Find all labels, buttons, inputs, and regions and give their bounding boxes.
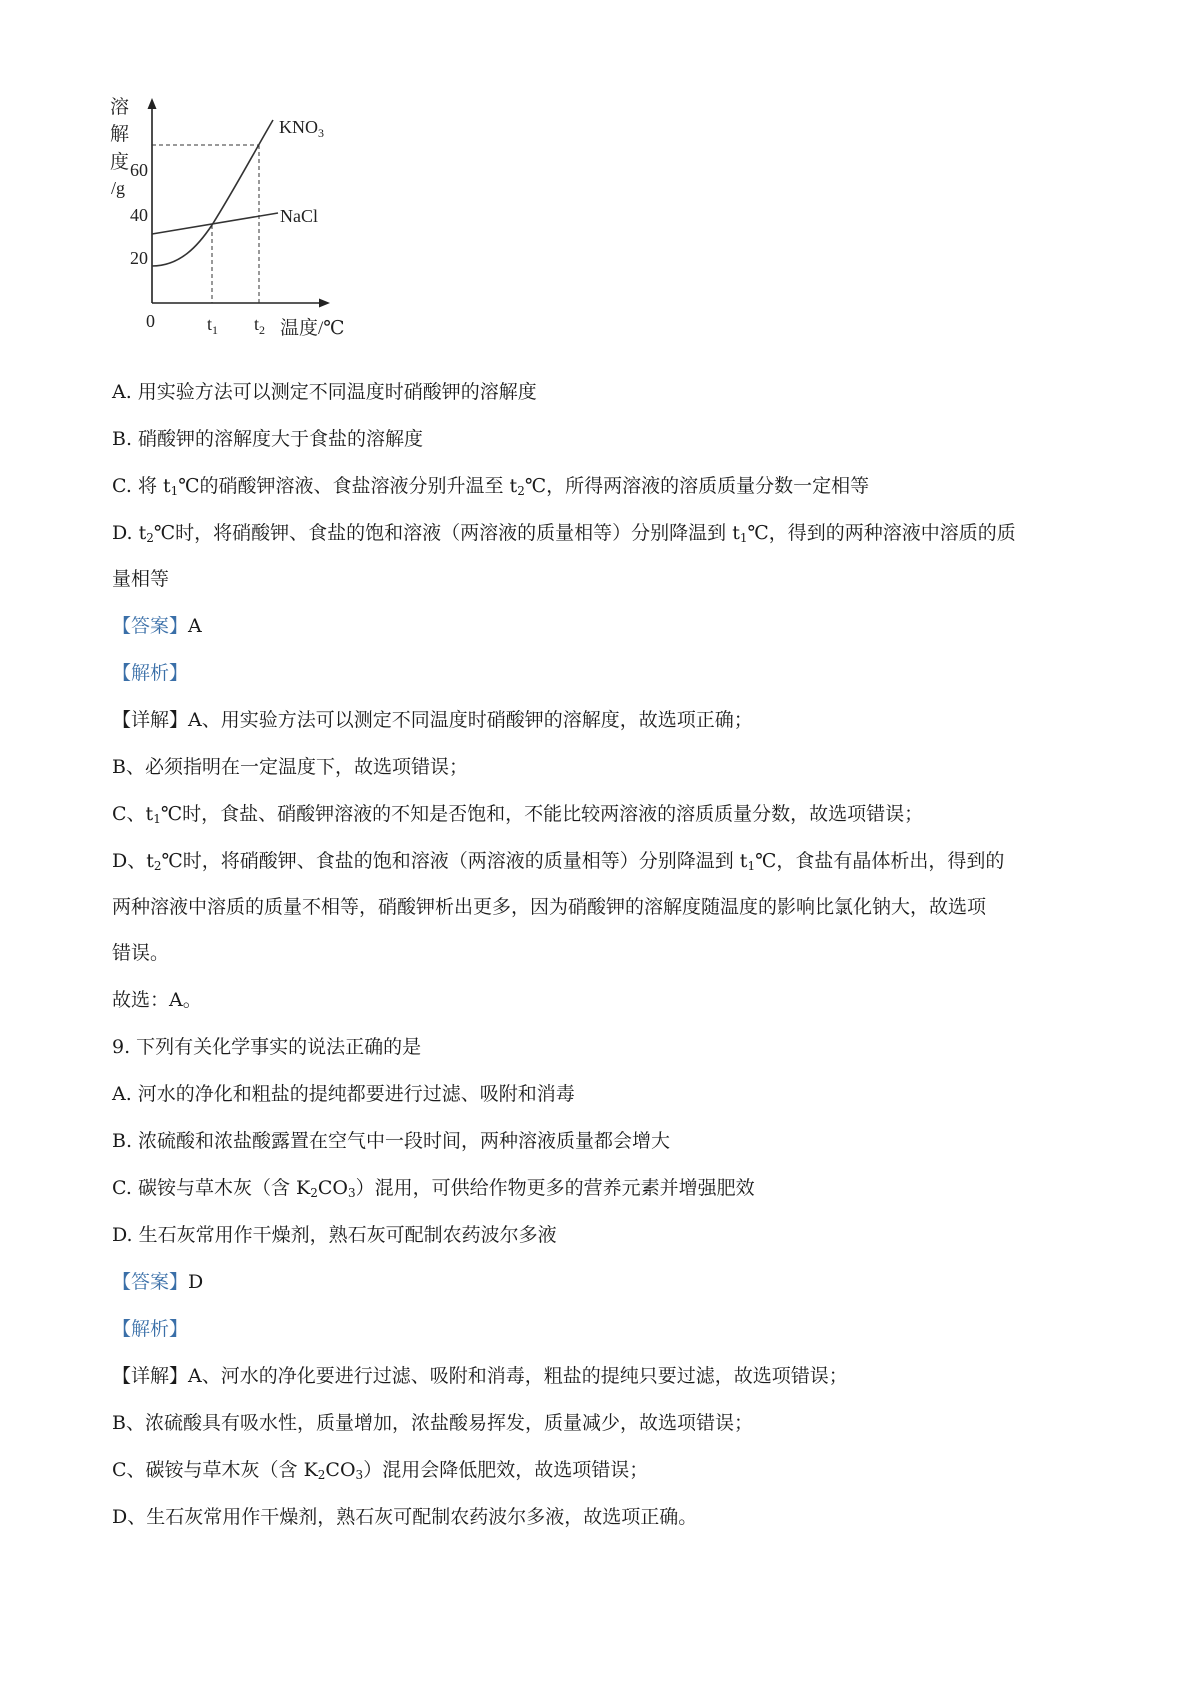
y-tick-40: 40	[130, 205, 148, 225]
y-label-char-3: 度	[110, 152, 130, 173]
kno3-label: $KNO_3$	[279, 117, 324, 140]
kno3-curve	[152, 120, 273, 266]
q8-choose: 故选：A。	[112, 989, 202, 1011]
y-axis-arrow	[148, 98, 157, 109]
q8-detail-a: 【详解】A、用实验方法可以测定不同温度时硝酸钾的溶解度，故选项正确；	[112, 709, 753, 731]
q8-detail-d: D、$t_2℃$时，将硝酸钾、食盐的饱和溶液（两溶液的质量相等）分别降温到 $t_1℃$，食盐有晶体析出，得到的	[112, 850, 1005, 873]
answer-tag: 【答案】	[112, 615, 189, 637]
y-label-char-1: 溶	[110, 97, 130, 118]
x-tick-t2: $t_2$	[254, 314, 266, 337]
q8-option-d: D. $t_2℃$时，将硝酸钾、食盐的饱和溶液（两溶液的质量相等）分别降温到 $t_1℃$，得到的两种溶液中溶质的质	[112, 522, 1016, 545]
q8-option-d-continued: 量相等	[112, 568, 170, 590]
document-content	[112, 378, 1102, 1531]
q8-detail-c: C、$t_1℃$时，食盐、硝酸钾溶液的不知是否饱和，不能比较两溶液的溶质质量分数，故选项错误；	[112, 803, 924, 826]
q9-stem: 9. 下列有关化学事实的说法正确的是	[112, 1036, 422, 1058]
solubility-curve-svg	[108, 94, 388, 374]
q9-analysis-heading: 【解析】	[112, 1318, 189, 1340]
q9-detail-b: B、浓硫酸具有吸水性，质量增加，浓盐酸易挥发，质量减少，故选项错误；	[112, 1412, 753, 1434]
q9-option-c: C. 碳铵与草木灰（含 $K_2CO_3$）混用，可供给作物更多的营养元素并增强肥效	[112, 1177, 755, 1200]
solubility-curve-figure	[108, 94, 388, 374]
y-tick-20: 20	[130, 248, 148, 268]
x-axis-label: 温度/℃	[280, 318, 345, 339]
q8-detail-b: B、必须指明在一定温度下，故选项错误；	[112, 756, 468, 778]
q8-answer	[112, 612, 1102, 640]
q9-detail-d: D、生石灰常用作干燥剂，熟石灰可配制农药波尔多液，故选项正确。	[112, 1506, 698, 1528]
q8-analysis-heading: 【解析】	[112, 662, 189, 684]
nacl-label: NaCl	[280, 206, 318, 226]
q9-detail-a: 【详解】A、河水的净化要进行过滤、吸附和消毒，粗盐的提纯只要过滤，故选项错误；	[112, 1365, 848, 1387]
answer-value: A	[188, 615, 202, 637]
q9-option-b: B. 浓硫酸和浓盐酸露置在空气中一段时间，两种溶液质量都会增大	[112, 1130, 671, 1152]
q8-option-b: B. 硝酸钾的溶解度大于食盐的溶解度	[112, 428, 424, 450]
q8-option-a: A. 用实验方法可以测定不同温度时硝酸钾的溶解度	[112, 381, 537, 403]
q9-option-a: A. 河水的净化和粗盐的提纯都要进行过滤、吸附和消毒	[112, 1083, 575, 1105]
answer-tag: 【答案】	[112, 1271, 189, 1293]
x-axis-arrow	[319, 299, 330, 308]
q8-detail-d-line-3: 错误。	[112, 942, 170, 964]
y-unit: /g	[111, 178, 126, 198]
x-tick-t1: $t_1$	[207, 314, 219, 337]
q9-option-d: D. 生石灰常用作干燥剂，熟石灰可配制农药波尔多液	[112, 1224, 557, 1246]
answer-value: D	[188, 1271, 204, 1293]
y-label-char-2: 解	[110, 124, 130, 145]
q8-detail-d-line-2: 两种溶液中溶质的质量不相等，硝酸钾析出更多，因为硝酸钾的溶解度随温度的影响比氯化钠大，故选项	[112, 896, 987, 918]
q8-option-c: C. 将 $t_1℃$的硝酸钾溶液、食盐溶液分别升温至 $t_2℃$，所得两溶液的溶质质量分数一定相等	[112, 475, 870, 498]
x-origin-label: 0	[146, 311, 155, 331]
q9-detail-c: C、碳铵与草木灰（含 $K_2CO_3$）混用会降低肥效，故选项错误；	[112, 1459, 649, 1482]
q9-answer	[112, 1268, 1102, 1296]
y-tick-60: 60	[130, 160, 148, 180]
